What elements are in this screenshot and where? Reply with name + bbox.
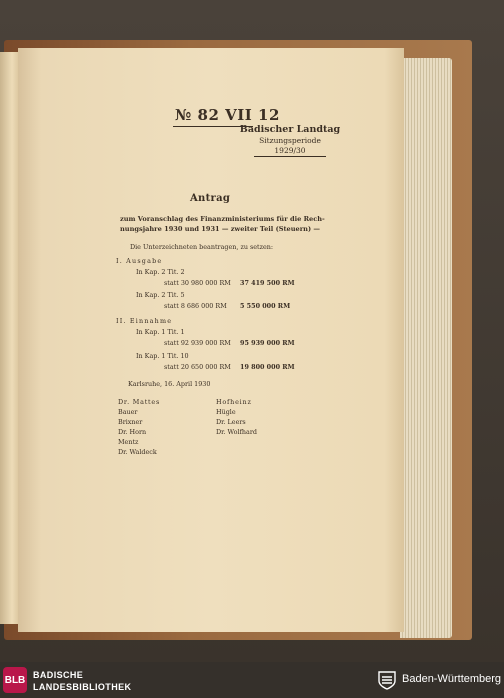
blb-logo[interactable]: BLB — [3, 667, 27, 693]
new-amount: 19 800 000 RM — [240, 363, 295, 371]
session-period: 1929/30 — [274, 146, 306, 155]
library-name-line-2: LANDESBIBLIOTHEK — [33, 682, 132, 692]
header-rule — [254, 156, 326, 157]
old-amount: statt 8 686 000 RM — [164, 302, 227, 310]
kapitel-reference: In Kap. 2 Tit. 2 — [136, 268, 185, 276]
signatory: Bauer — [118, 408, 138, 416]
new-amount: 37 419 500 RM — [240, 279, 295, 287]
subject-line-1: zum Voranschlag des Finanzministeriums für die Rech- — [120, 215, 325, 223]
document-number: № 82 VII 12 — [175, 106, 280, 124]
date-line: Karlsruhe, 16. April 1930 — [128, 380, 211, 388]
signatory: Dr. Mattes — [118, 398, 161, 406]
signatory: Mentz — [118, 438, 139, 446]
new-amount: 5 550 000 RM — [240, 302, 291, 310]
document-page — [18, 48, 404, 632]
session-label: Sitzungsperiode — [259, 136, 321, 145]
old-amount: statt 92 939 000 RM — [164, 339, 231, 347]
signatory: Dr. Waldeck — [118, 448, 157, 456]
kapitel-reference: In Kap. 1 Tit. 10 — [136, 352, 189, 360]
section-heading-ausgabe: I. Ausgabe — [116, 257, 163, 265]
intro-text: Die Unterzeichneten beantragen, zu setzen: — [130, 243, 274, 251]
library-name-line-1: BADISCHE — [33, 670, 84, 680]
page-title: Antrag — [190, 193, 231, 204]
page-block — [400, 58, 452, 638]
kapitel-reference: In Kap. 1 Tit. 1 — [136, 328, 185, 336]
old-amount: statt 20 650 000 RM — [164, 363, 231, 371]
state-name: Baden-Württemberg — [402, 673, 502, 685]
signatory: Brixner — [118, 418, 143, 426]
bw-coat-of-arms-icon[interactable] — [378, 670, 396, 690]
footer-bar — [0, 662, 504, 698]
signatory: Dr. Leers — [216, 418, 246, 426]
kapitel-reference: In Kap. 2 Tit. 5 — [136, 291, 185, 299]
new-amount: 95 939 000 RM — [240, 339, 295, 347]
signatory: Hofheinz — [216, 398, 252, 406]
signatory: Dr. Horn — [118, 428, 147, 436]
old-amount: statt 30 980 000 RM — [164, 279, 231, 287]
signatory: Hügle — [216, 408, 236, 416]
left-page-edge — [0, 52, 20, 624]
subject-line-2: nungsjahre 1930 und 1931 — zweiter Teil (Steuern) — — [120, 225, 320, 233]
landtag-heading: Badischer Landtag — [239, 124, 341, 135]
signatory: Dr. Wolfhard — [216, 428, 258, 436]
section-heading-einnahme: II. Einnahme — [116, 317, 173, 325]
